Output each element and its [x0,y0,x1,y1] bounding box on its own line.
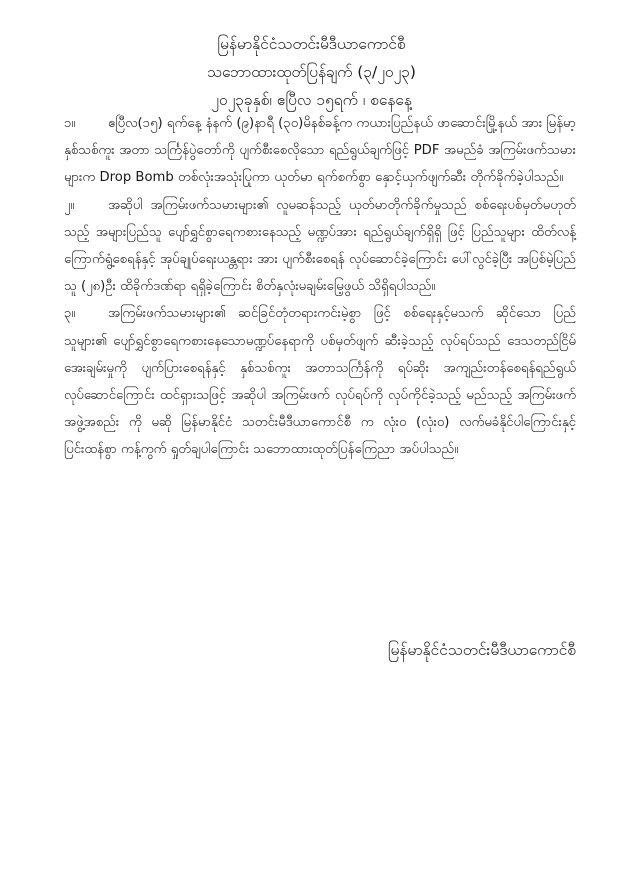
statement-title: သဘောထားထုတ်ပြန်ချက် (၃/၂၀၂၃) [207,63,416,81]
statement-date: ၂၀၂၃ခုနှစ်၊ ဧပြီလ ၁၅ရက် ၊ စနေနေ့ [211,91,412,109]
paragraph-3 [64,300,576,463]
document-header [0,30,623,114]
org-name: မြန်မာနိုင်ငံသတင်းမီဒီယာကောင်စီ [217,35,406,53]
paragraph-1 [64,110,576,192]
paragraph-text: အဆိုပါ အကြမ်းဖက်သမားများ၏ လူမဆန်သည့် ယုတ်မာတိုက်ခိုက်မှုသည် စစ်ရေးပစ်မှတ်မဟုတ်သည့် အများပြည်သူ ပျော်ရွှင်စွာရေကစားနေသည့် မဏ္ဍပ်အား ရည်ရွယ်ချက်ရှိရှိ ဖြင့် ပြည်သူများ ထိတ်လန့် ကြောက်ရွံ့စေရန်နှင့် အုပ်ချုပ်ရေးယန္တရား အား ပျက်စီးစေရန် လုပ်ဆောင်ခဲ့ကြောင်း ပေါ်လွင်ခဲ့ပြီး အပြစ်မဲ့ပြည်သူ (၂၈)ဦး ထိခိုက်ဒဏ်ရာ ရရှိခဲ့ကြောင်း စိတ်နှလုံးမချမ်းမြေ့ဖွယ် သိရှိရပါသည်။ [64,197,576,295]
paragraph-text: အကြမ်းဖက်သမားများ၏ ဆင်ခြင်တုံတရားကင်းမဲ့စွာ ဖြင့် စစ်ရေးနှင့်မသက် ဆိုင်သော ပြည်သူများ၏ ပျော်ရွှင်စွာရေကစားနေသောမဏ္ဍပ်နေရာကို ပစ်မှတ်ဖျက် ဆီးခဲ့သည့် လုပ်ရပ်သည် ဒေသတည်ငြိမ်အေးချမ်းမှုကို ပျက်ပြားစေရန်နှင့် နှစ်သစ်ကူး အတာသင်္ကြန်ကို ရပ်ဆိုး အကျည်းတန်စေရန်ရည်ရွယ်လုပ်ဆောင်ကြောင်း ထင်ရှားသဖြင့် အဆိုပါ အကြမ်းဖက် လုပ်ရပ်ကို လုပ်ကိုင်ခဲ့သည့် မည်သည့် အကြမ်းဖက်အဖွဲ့အစည်း ကို မဆို မြန်မာနိုင်ငံ သတင်းမီဒီယာကောင်စီ က လုံး၀ (လုံး၀) လက်မခံနိုင်ပါကြောင်းနှင့် ပြင်းထန်စွာ ကန့်ကွက် ရှုတ်ချပါကြောင်း သဘောထားထုတ်ပြန်ကြေညာ အပ်ပါသည်။ [64,306,576,458]
signature-block: မြန်မာနိုင်ငံသတင်းမီဒီယာကောင်စီ [387,641,576,659]
paragraph-text: ဧပြီလ(၁၅) ရက်နေ့ နံနက် (၉)နာရီ (၃၀)မိနစ်ခန့်က ကယားပြည်နယ် ဖာဆောင်းမြို့နယ် အား မြန်မာ့နှစ်သစ်ကူး အတာ သင်္ကြန်ပွဲတော်ကို ပျက်စီးစေလိုသော ရည်ရွယ်ချက်ဖြင့် PDF အမည်ခံ အကြမ်းဖက်သမားများက Drop Bomb တစ်လုံးအသုံးပြုကာ ယုတ်မာ ရက်စက်စွာ နှောင့်ယှက်ဖျက်ဆီး တိုက်ခိုက်ခဲ့ပါသည်။ [64,116,576,186]
paragraph-2 [64,192,576,301]
paragraph-number: ၁။ [64,116,76,131]
paragraph-number: ၃။ [64,306,76,322]
statement-body [64,110,576,464]
paragraph-number: ၂။ [64,197,75,213]
